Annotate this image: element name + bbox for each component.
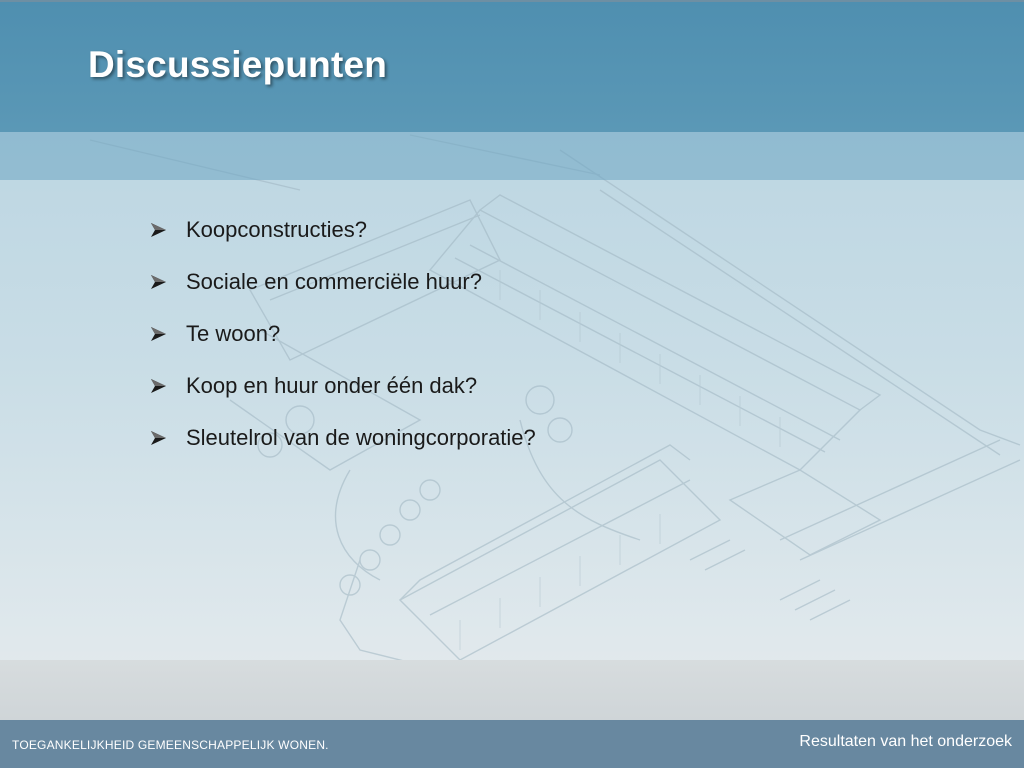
bullet-item [148, 360, 536, 412]
bullet-list [148, 204, 536, 464]
slide-title: Discussiepunten [88, 44, 388, 85]
arrow-bullet-icon [148, 325, 170, 343]
arrow-bullet-icon [148, 377, 170, 395]
bullet-item [148, 308, 536, 360]
bullet-text: Sleutelrol van de woningcorporatie? [186, 425, 536, 450]
bullet-text: Te woon? [186, 321, 281, 346]
footer-right-text: Resultaten van het onderzoek [799, 733, 1012, 750]
bullet-text: Sociale en commerciële huur? [186, 269, 482, 294]
arrow-bullet-icon [148, 429, 170, 447]
footer-left-text: TOEGANKELIJKHEID GEMEENSCHAPPELIJK WONEN. [12, 738, 329, 752]
bullet-item [148, 412, 536, 464]
arrow-bullet-icon [148, 221, 170, 239]
title-band [0, 132, 1024, 180]
bullet-item [148, 204, 536, 256]
bullet-text: Koopconstructies? [186, 217, 367, 242]
arrow-bullet-icon [148, 273, 170, 291]
bullet-item [148, 256, 536, 308]
bullet-text: Koop en huur onder één dak? [186, 373, 478, 398]
bottom-band [0, 660, 1024, 720]
